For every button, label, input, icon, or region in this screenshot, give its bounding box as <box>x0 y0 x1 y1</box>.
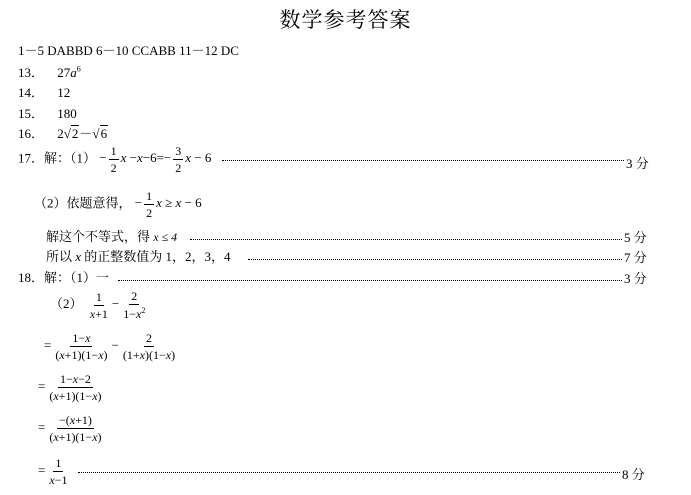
q18-part2-step-3: = $\frac{-(x+1)}{(x+1)(1-x)}$ <box>38 413 102 444</box>
q17-solve-result: x ≤ 4 <box>153 230 178 244</box>
q17-part1-equation: − $\frac{1}{2}$ x −x−6=− $\frac{3}{2}$ x − 6 <box>99 144 212 175</box>
sqrt-sign-icon: √ <box>63 126 71 141</box>
choice-answers: 1－5 DABBD 6－10 CCABB 11－12 DC <box>18 43 239 58</box>
q17-part2-conclusion <box>46 246 231 265</box>
q18-part2-label: （2） <box>50 295 83 311</box>
q14-answer <box>18 82 70 101</box>
q18-part2-step-4: = $\frac{1}{x-1}$ <box>38 456 68 487</box>
dotted-leader <box>78 472 620 473</box>
q17-part2-inequality: − $\frac{1}{2}$ x ≥ x − 6 <box>134 189 202 220</box>
q18-final-score: 8 分 <box>622 467 645 482</box>
q17-part2-score-2: 7 分 <box>624 250 647 265</box>
dotted-leader <box>248 259 622 260</box>
q17-part2-solve <box>46 226 177 245</box>
q17-part1-score: 3 分 <box>626 156 649 171</box>
q18-part2-step-0: （2） $\frac{1}{x+1}$ − $\frac{2}{1-x^2}$ <box>50 289 146 321</box>
q15-number: 15． <box>18 106 45 121</box>
q16-number: 16． <box>18 126 45 141</box>
q16-answer <box>18 123 108 142</box>
dotted-leader <box>190 239 622 240</box>
q17-conclusion-var: x <box>75 249 82 264</box>
q14-number: 14． <box>18 85 45 100</box>
q13-exp: 6 <box>76 64 81 74</box>
q16-minus: － <box>79 126 93 141</box>
q13-coef: 27 <box>57 65 71 80</box>
q17-label: 17．解：（1） <box>18 150 97 166</box>
dotted-leader <box>222 160 624 161</box>
q17-part2-score-1: 5 分 <box>624 230 647 245</box>
q17-part2 <box>34 190 202 219</box>
q18-part2-step-1: = $\frac{1-x}{(x+1)(1-x)}$ − $\frac{2}{(1+x)(1-x)}$ <box>44 331 176 362</box>
sqrt-sign-icon: √ <box>92 126 100 141</box>
q17-conclusion-post: 的正整数值为 1，2，3，4 <box>84 249 231 264</box>
q16-coef: 2 <box>57 126 64 141</box>
q17-part2-label: （2）依题意得， <box>34 195 132 211</box>
q16-radicand-1: 2 <box>71 126 79 141</box>
q17-part1 <box>18 145 211 174</box>
q17-solve-text: 解这个不等式，得 <box>46 229 151 244</box>
q18-part1-score: 3 分 <box>624 271 647 286</box>
q17-conclusion-pre: 所以 <box>46 249 73 264</box>
q18-part2-step-2: = $\frac{1-x-2}{(x+1)(1-x)}$ <box>38 372 102 403</box>
q13-var: a <box>70 65 77 80</box>
page-title: 数学参考答案 <box>279 8 412 32</box>
q15-answer <box>18 103 77 122</box>
q16-radicand-2: 6 <box>100 126 108 141</box>
q18-part1: 18．解：（1）一 <box>18 270 110 285</box>
q13-number: 13． <box>18 65 45 80</box>
dotted-leader <box>118 280 622 281</box>
q13-answer <box>18 62 81 81</box>
q14-value: 12 <box>57 85 71 100</box>
q15-value: 180 <box>57 106 77 121</box>
